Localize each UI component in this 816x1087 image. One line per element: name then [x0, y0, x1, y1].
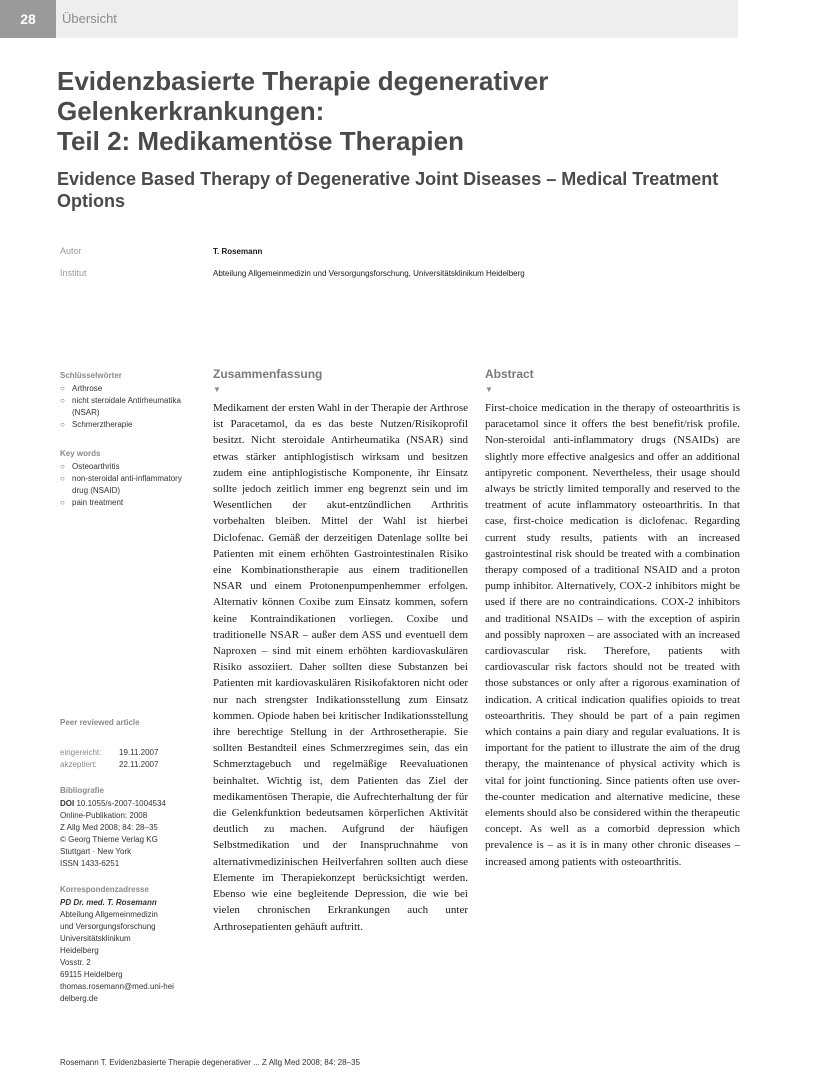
keywords-en-heading: Key words: [60, 449, 101, 458]
biblio-line: ISSN 1433-6251: [60, 859, 120, 868]
institute-name: Abteilung Allgemeinmedizin und Versorgungsforschung, Universitätsklinikum Heidelberg: [213, 269, 525, 278]
accepted-date: 22.11.2007: [119, 760, 159, 769]
subtitle-line-1: Evidence Based Therapy of Degenerative Joint Diseases – Medical Treatment: [57, 169, 719, 189]
received-row: [60, 747, 200, 759]
section-marker-icon: ▼: [213, 385, 221, 394]
author-label: Autor: [60, 246, 82, 256]
biblio-line: Stuttgart · New York: [60, 847, 132, 856]
keyword-item: ○ pain treatment: [60, 497, 200, 509]
keywords-de-heading: Schlüsselwörter: [60, 371, 122, 380]
biblio-line: Online-Publikation: 2008: [60, 811, 148, 820]
keyword-item: ○ Osteoarthritis: [60, 461, 200, 473]
accepted-label: akzeptiert:: [60, 760, 97, 769]
bibliography-heading: Bibliografie: [60, 786, 105, 795]
address-line: Abteilung Allgemeinmedizin: [60, 910, 158, 919]
keyword-item: ○ nicht steroidale Antirheumatika (NSAR): [60, 395, 200, 419]
keyword-item: ○ Schmerztherapie: [60, 419, 200, 431]
zusammenfassung-heading: Zusammenfassung: [213, 367, 323, 381]
header-bar: [0, 0, 738, 38]
received-label: eingereicht:: [60, 748, 102, 757]
abstract-text: First-choice medication in the therapy of osteoarthritis is paracetamol since it offers the best benefit/risk profile. Non-steroidal anti-inflammatory drugs (NSAIDs) are slightly more effective analgesics and offer an additional antipyretic component. Nevertheless, their usage should always be strictly limited temporally and reserved to the treatment of acute inflammatory osteoarthritis. In that case, first-choice medication is diclofenac. Regarding current study results, patients with an increased gastrointestinal risk should be treated with a combination therapy composed of a traditional NSAID and a proton pump inhibitor. Alternatively, COX-2 inhibitors might be used if there are no contraindications. COX-2 inhibitors and traditional NSAIDs – with the exception of aspirin and possibly naproxen – are associated with an increased cardiovascular risk. Therefore, patients with cardiovascular risk factors should not be treated with those substances or only after a rigorous examination of indication. A critical indication qualifies opioids to treat osteoarthritis. They should be part of a pain regimen which contains a pain diary and regular evaluations. It is important for the patient to illustrate the aim of the drug therapy, the maintenance of physical activity which is vital for joint functioning. Since patients often use over-the-counter medication and alternative medicine, these elements should also be considered within the therapeutic concept. As well as a comorbid depression which prevalence is – as it is in many other chronic diseases – increased among patients with osteoarthritis.: [485, 402, 740, 868]
institute-label: Institut: [60, 268, 87, 278]
email-address[interactable]: thomas.rosemann@med.uni-heidelberg.de: [60, 982, 174, 1003]
german-abstract: [213, 366, 468, 935]
doi-label: DOI: [60, 799, 75, 808]
title-line-3: Teil 2: Medikamentöse Therapien: [57, 126, 464, 156]
doi-row: [60, 798, 200, 810]
correspondence-name: PD Dr. med. T. Rosemann: [60, 898, 157, 907]
page-number: 28: [0, 0, 56, 38]
address-line: Heidelberg: [60, 946, 99, 955]
accepted-row: [60, 759, 200, 771]
footer-citation: Rosemann T. Evidenzbasierte Therapie degenerativer ... Z Allg Med 2008; 84: 28–35: [60, 1058, 360, 1067]
peer-reviewed-label: Peer reviewed article: [60, 718, 140, 727]
title-line-1: Evidenzbasierte Therapie degenerativer: [57, 66, 549, 96]
address-line: Universitätsklinikum: [60, 934, 131, 943]
biblio-line: © Georg Thieme Verlag KG: [60, 835, 158, 844]
subtitle-line-2: Options: [57, 191, 125, 211]
address-line: 69115 Heidelberg: [60, 970, 123, 979]
publication-info: [60, 717, 200, 1005]
address-line: Vosstr. 2: [60, 958, 91, 967]
section-marker-icon: ▼: [485, 385, 493, 394]
keyword-item: ○ Arthrose: [60, 383, 200, 395]
doi-value: 10.1055/s-2007-1004534: [76, 799, 166, 808]
article-title: [57, 66, 757, 156]
correspondence-heading: Korrespondenzadresse: [60, 885, 149, 894]
article-subtitle: [57, 168, 757, 212]
received-date: 19.11.2007: [119, 748, 159, 757]
address-line: und Versorgungsforschung: [60, 922, 156, 931]
keyword-item: ○ non-steroidal anti-inflammatory drug (NSAID): [60, 473, 200, 497]
title-line-2: Gelenkerkrankungen:: [57, 96, 325, 126]
author-name: T. Rosemann: [213, 247, 263, 256]
english-abstract: [485, 366, 740, 870]
section-label: Übersicht: [62, 11, 117, 26]
biblio-line: Z Allg Med 2008; 84: 28–35: [60, 823, 158, 832]
abstract-heading: Abstract: [485, 367, 534, 381]
keywords-block: [60, 370, 200, 509]
zusammenfassung-text: Medikament der ersten Wahl in der Therapie der Arthrose ist Paracetamol, da es das beste Nutzen/Risikoprofil besitzt. Nicht steroidale Antirheumatika (NSAR) sind etwas stärker antiphlogistisch wirksam und besitzen zudem eine antiphlogistische Komponente, ihr Einsatz sollte jedoch zeitlich immer eng begrenzt sein und im Wesentlichen der akut-entzündlichen Arthritis vorbehalten bleiben. Mittel der Wahl ist hierbei Diclofenac. Gemäß der derzeitigen Datenlage sollte bei Patienten mit einem erhöhten Gastrointestinalen Risiko eine Kombinationstherapie aus einem traditionellen NSAR und einem Protonenpumpenhemmer erfolgen. Alternativ können Coxibe zum Einsatz kommen, sofern keine Kontraindikationen vorliegen. Coxibe und traditionelle NSAR – außer dem ASS und eventuell dem Naproxen – sind mit einem erhöhten kardiovaskulären Risiko assoziiert. Daher sollten diese Substanzen bei Patienten mit kardiovaskulären Risikofaktoren nicht oder nur nach strengster Indikationsstellung zum Einsatz kommen. Opiode haben bei kritischer Indikationsstellung ihre berechtige Stellung in der Arthrosetherapie. Sie sollten Bestandteil eines Schmerzregimes sein, das ein Schmerztagebuch und regelmäßige Reevaluationen beinhaltet. Wichtig ist, dem Patienten das Ziel der medikamentösen Therapie, die Aufrechterhaltung der für die Gelenkfunktion bedeutsamen körperlichen Aktivität deutlich zu machen. Aufgrund der häufigen Selbstmedikation und der Inanspruchnahme von alternativmedizinischen Heilverfahren sollten auch diese Elemente im Therapiekonzept berücksichtigt werden. Ebenso wie eine begleitende Depression, die wie bei vielen chronischen Erkrankungen auch unter Arthrosepatienten gehäuft auftritt.: [213, 402, 468, 933]
